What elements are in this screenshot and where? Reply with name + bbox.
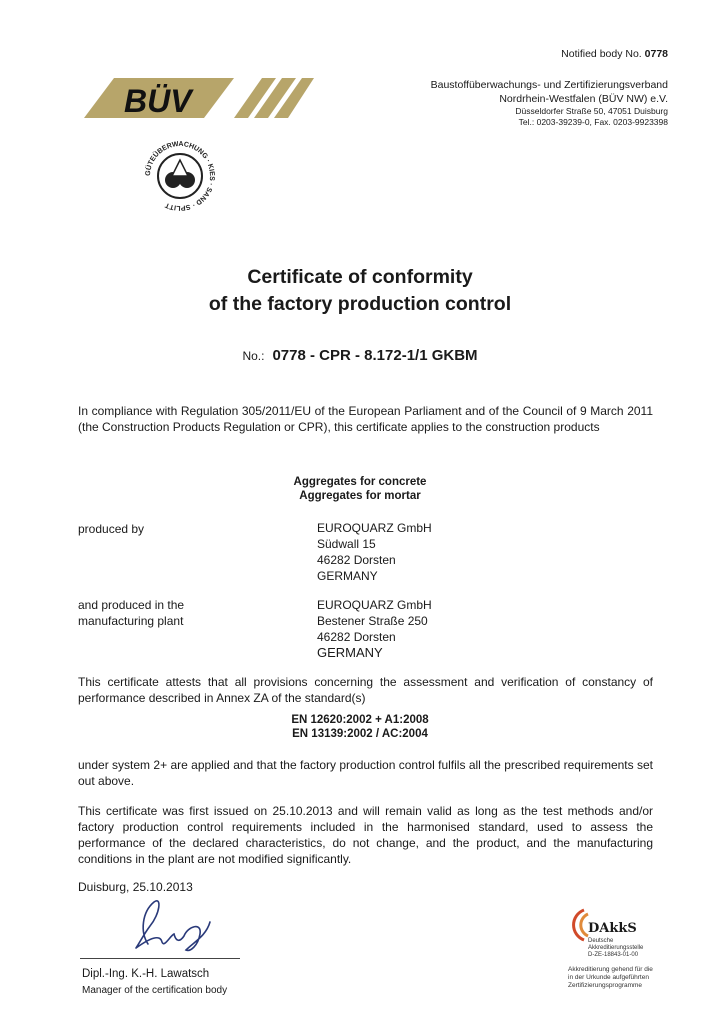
dakks-note-line: Zertifizierungsprogramme [568,982,643,989]
dakks-details [588,938,643,959]
product-item: Aggregates for mortar [299,490,421,502]
attests-paragraph: This certificate attests that all provisions concerning the assessment and verification of constancy of performance described in Annex ZA of the standard(s) [78,675,653,705]
title-line: of the factory production control [208,293,512,315]
plant-line: Bestener Straße 250 [317,614,428,628]
plant-line: EUROQUARZ GmbH [317,598,432,612]
standard-item: EN 12620:2002 + A1:2008 [291,714,429,726]
standard-item: EN 13139:2002 / AC:2004 [292,728,428,740]
system-paragraph: under system 2+ are applied and that the factory production control fulfils all the prescribed requirements set out above. [78,758,653,788]
signature-line [80,958,240,959]
notified-prefix: Notified body No. [561,48,642,60]
plant-address [317,597,432,661]
notified-number: 0778 [644,48,668,60]
products [0,475,720,503]
notified-body [561,48,668,60]
dakks-note-line: Akkreditierung gehend für die [568,966,653,973]
cert-no-label: No.: [242,349,265,363]
producer-line: Südwall 15 [317,537,376,551]
dakks-note-line: in der Urkunde aufgeführten [568,974,649,981]
produced-by-label: produced by [78,522,145,536]
validity-paragraph: This certificate was first issued on 25.10.2013 and will remain valid as long as the test methods and/or factory production control requirements included in the harmonised standard, used to assess the performance of the declared characteristics, do not change, and the product, and the manufacturing conditions in the plant are not modified significantly. [78,804,653,866]
dakks-line: Akkreditierungsstelle [588,945,644,951]
title-line: Certificate of conformity [247,266,473,288]
address-line: Tel.: 0203-39239-0, Fax. 0203-9923398 [518,117,668,127]
dakks-line: Deutsche [588,938,614,944]
intro-paragraph: In compliance with Regulation 305/2011/EU of the European Parliament and of the Council of 9 March 2011 (the Construction Products Regulation or CPR), this certificate applies to the construction products [78,404,653,434]
address-line: Nordrhein-Westfalen (BÜV NW) e.V. [499,93,668,105]
document-title [0,264,720,318]
buv-logo [84,74,314,120]
dakks-name: DAkkS [588,921,637,936]
issuer-address [431,78,668,128]
signature [110,892,230,962]
producer-line: GERMANY [317,569,378,583]
signer-name: Dipl.-Ing. K.-H. Lawatsch [82,968,210,980]
standards [0,713,720,741]
dakks-note [568,966,653,990]
producer-line: EUROQUARZ GmbH [317,521,432,535]
cert-no-value: 0778 - CPR - 8.172-1/1 GKBM [272,347,478,364]
producer-address [317,520,432,584]
product-item: Aggregates for concrete [293,476,427,488]
address-line: Baustoffüberwachungs- und Zertifizierungsverband [430,79,668,91]
plant-line: GERMANY [317,645,383,660]
signer-role: Manager of the certification body [82,985,228,996]
plant-label-line: and produced in the [78,598,185,612]
plant-label-line: manufacturing plant [78,614,184,628]
dakks-logo-icon [568,908,590,942]
plant-line: 46282 Dorsten [317,630,396,644]
seal-text: GÜTEÜBERWACHUNG · KIES · SAND · SPLITT [144,140,216,212]
dakks-line: D-ZE-18843-01-00 [588,952,639,958]
certificate-number [0,347,720,364]
producer-line: 46282 Dorsten [317,553,396,567]
address-line: Düsseldorfer Straße 50, 47051 Duisburg [515,106,668,116]
place-date: Duisburg, 25.10.2013 [78,880,193,894]
plant-label [78,597,184,629]
logo-text: BÜV [124,83,192,119]
quality-seal-icon [140,136,220,216]
